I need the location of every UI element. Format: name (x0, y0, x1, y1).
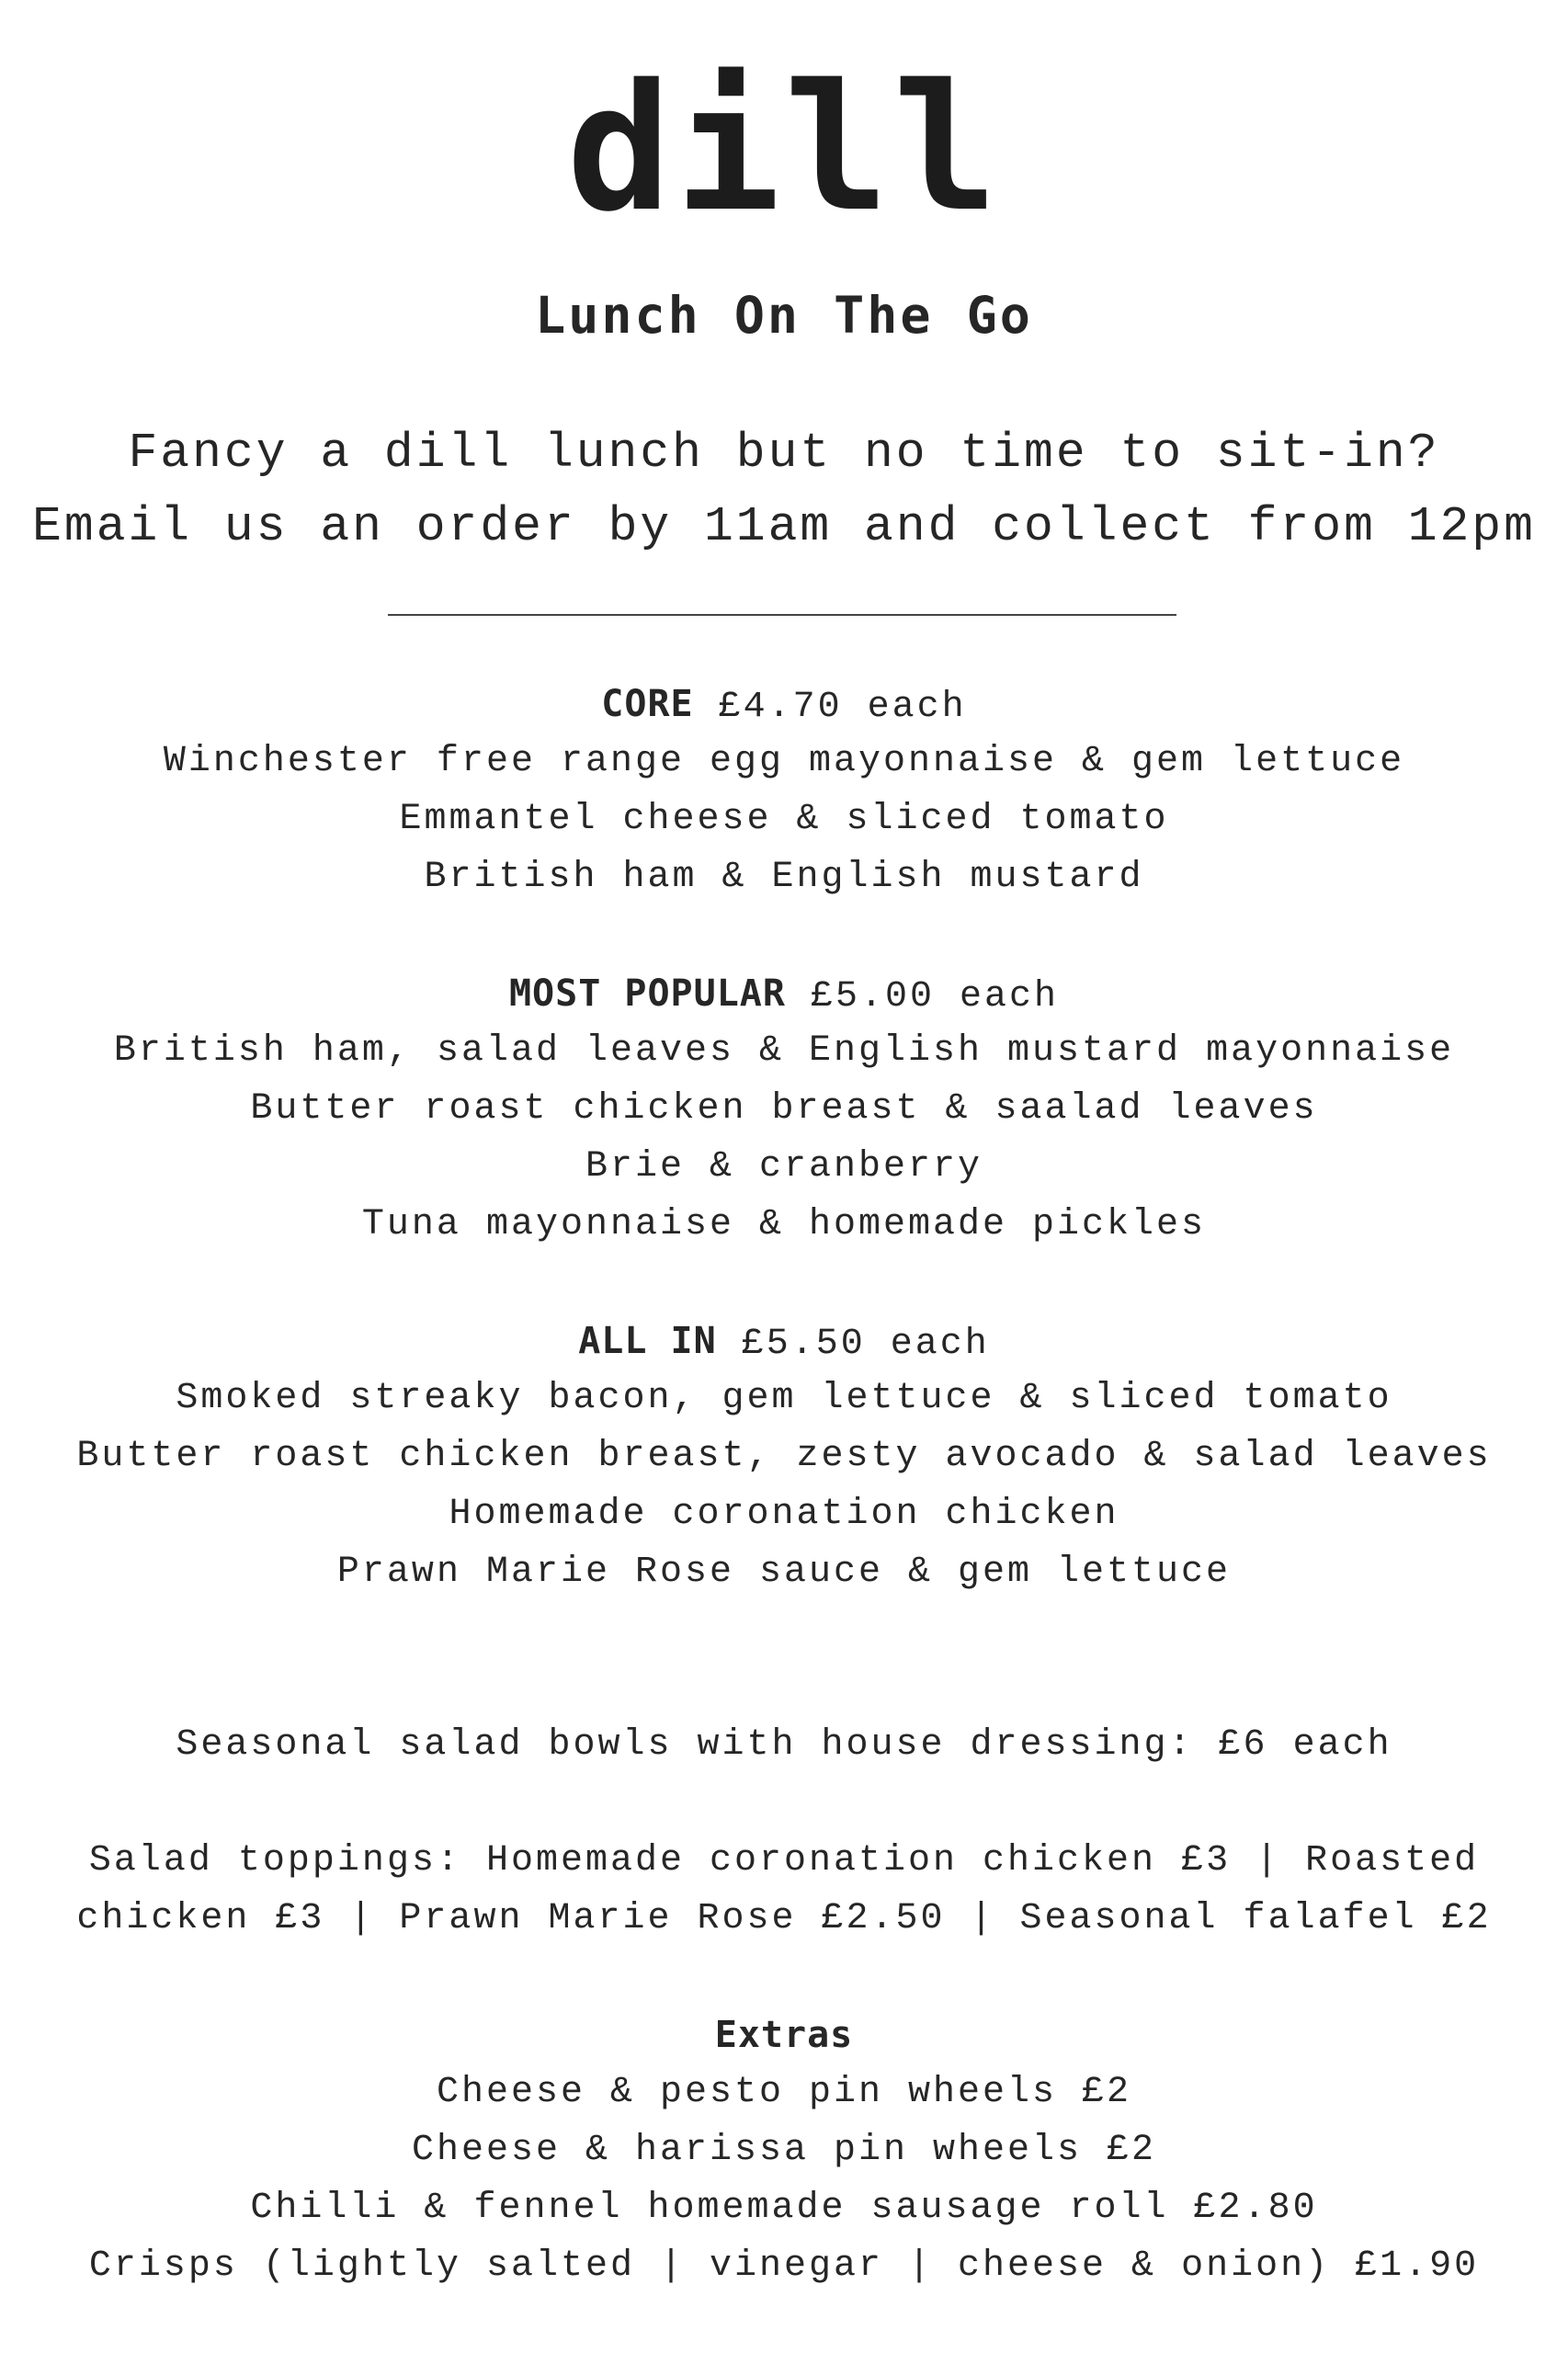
section-price: £5.00 each (810, 976, 1060, 1017)
section-name: ALL IN (578, 1320, 717, 1362)
section-name: CORE (601, 683, 694, 725)
menu-item: Homemade coronation chicken (449, 1494, 1119, 1535)
section-heading-all-in (0, 1313, 1568, 1373)
extras-item: Cheese & pesto pin wheels £2 (436, 2072, 1132, 2113)
extras-heading (0, 2006, 1568, 2067)
extras-item: Crisps (lightly salted | vinegar | cheese & onion) £1.90 (88, 2245, 1480, 2287)
menu-item: Winchester free range egg mayonnaise & gem lettuce (163, 741, 1405, 782)
section-name: MOST POPULAR (508, 972, 786, 1015)
extras-title: Extras (714, 2014, 854, 2056)
menu-item: Tuna mayonnaise & homemade pickles (361, 1204, 1207, 1245)
brand-logo: dill (566, 47, 1002, 250)
intro-line: Fancy a dill lunch but no time to sit-in? (128, 426, 1440, 481)
menu-item: Prawn Marie Rose sauce & gem lettuce (336, 1552, 1232, 1593)
menu-item: Emmantel cheese & sliced tomato (399, 799, 1169, 840)
section-heading-core (0, 676, 1568, 736)
intro-line: Email us an order by 11am and collect from 12pm (32, 499, 1536, 554)
salad-bowls-line: Seasonal salad bowls with house dressing: £6 each (176, 1724, 1392, 1766)
menu-item: Smoked streaky bacon, gem lettuce & sliced tomato (176, 1378, 1392, 1419)
menu-item: Butter roast chicken breast & saalad leaves (250, 1088, 1318, 1130)
section-price: £5.50 each (741, 1324, 990, 1365)
extras-item: Chilli & fennel homemade sausage roll £2.80 (250, 2188, 1318, 2229)
menu-item: British ham, salad leaves & English mustard mayonnaise (113, 1030, 1455, 1072)
page-title: Lunch On The Go (535, 286, 1033, 345)
salad-toppings-line: Salad toppings: Homemade coronation chicken £3 | Roasted (88, 1840, 1480, 1881)
menu-item: Brie & cranberry (585, 1146, 983, 1188)
salad-toppings-line: chicken £3 | Prawn Marie Rose £2.50 | Seasonal falafel £2 (76, 1898, 1492, 1939)
section-heading-most-popular (0, 965, 1568, 1026)
divider (388, 614, 1176, 616)
menu-item: British ham & English mustard (424, 857, 1144, 898)
section-price: £4.70 each (718, 687, 967, 728)
extras-item: Cheese & harissa pin wheels £2 (411, 2130, 1157, 2171)
menu-item: Butter roast chicken breast, zesty avocado & salad leaves (76, 1436, 1492, 1477)
